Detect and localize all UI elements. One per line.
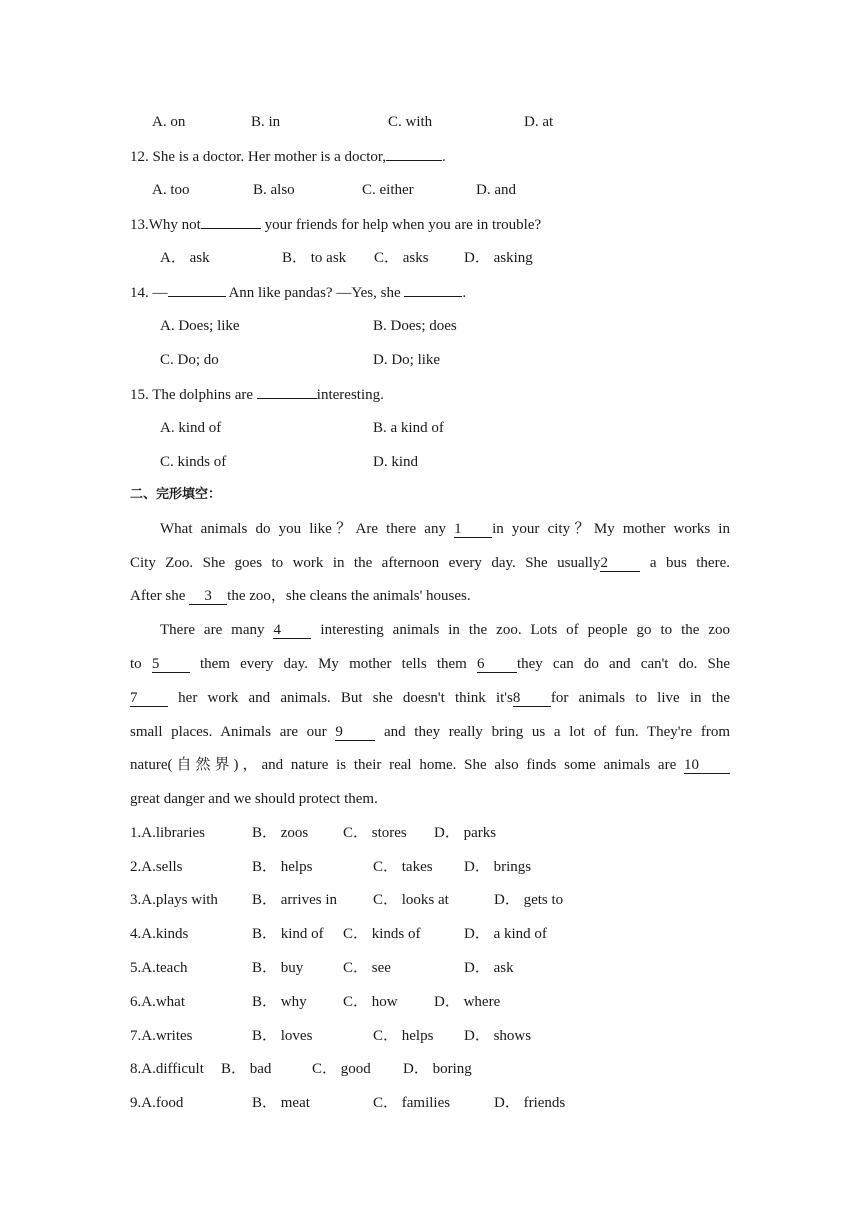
blank bbox=[201, 214, 261, 229]
option-6a: 6.A.what bbox=[130, 994, 185, 1010]
q15-option-d: D. kind bbox=[373, 454, 418, 470]
option-7c: C． helps bbox=[373, 1028, 434, 1044]
q14-option-a: A. Does; like bbox=[160, 318, 240, 334]
option-3c: C． looks at bbox=[373, 892, 449, 908]
option-2b: B． helps bbox=[252, 859, 313, 875]
blank-3: 3 bbox=[189, 588, 227, 605]
option-1d: D． parks bbox=[434, 825, 497, 841]
blank-6: 6 bbox=[477, 656, 517, 673]
option-3b: B． arrives in bbox=[252, 892, 337, 908]
option-5b: B． buy bbox=[252, 960, 304, 976]
blank-8: 8 bbox=[513, 690, 551, 707]
blank-4: 4 bbox=[273, 622, 311, 639]
q13-option-a: A． ask bbox=[160, 250, 210, 266]
option-2c: C． takes bbox=[373, 859, 433, 875]
q12-option-b: B. also bbox=[253, 182, 295, 198]
q13-stem: 13.Why not your friends for help when you are in trouble? bbox=[130, 214, 541, 235]
q14-option-d: D. Do; like bbox=[373, 352, 441, 368]
q13-option-d: D． asking bbox=[464, 250, 533, 266]
blank bbox=[257, 384, 317, 399]
option-8b: B． bad bbox=[221, 1061, 272, 1077]
blank bbox=[404, 282, 462, 297]
option-8a: 8.A.difficult bbox=[130, 1061, 204, 1077]
option-6c: C． how bbox=[343, 994, 398, 1010]
blank-10: 10 bbox=[684, 757, 730, 774]
passage-line: to 5 them every day. My mother tells them 6 they can do and can't do. She bbox=[130, 656, 730, 672]
q15-option-a: A. kind of bbox=[160, 420, 222, 436]
q12-option-d: D. and bbox=[476, 182, 516, 198]
blank bbox=[386, 146, 442, 161]
option-3a: 3.A.plays with bbox=[130, 892, 218, 908]
blank-9: 9 bbox=[335, 724, 375, 741]
blank-7: 7 bbox=[130, 690, 168, 707]
option-9c: C． families bbox=[373, 1095, 451, 1111]
q14-option-b: B. Does; does bbox=[373, 318, 457, 334]
passage-line: After she 3 the zoo，she cleans the animals' houses. bbox=[130, 588, 471, 604]
passage-line: What animals do you like？Are there any 1 in your city？My mother works in bbox=[160, 521, 730, 537]
option-4b: B． kind of bbox=[252, 926, 324, 942]
q12-option-c: C. either bbox=[362, 182, 414, 198]
passage-line: City Zoo. She goes to work in the afternoon every day. She usually2 a bus there. bbox=[130, 555, 730, 571]
option-2d: D． brings bbox=[464, 859, 532, 875]
q12-option-a: A. too bbox=[152, 182, 190, 198]
section-heading: 二、完形填空： bbox=[130, 487, 222, 502]
passage-line: small places. Animals are our 9 and they really bring us a lot of fun. They're from bbox=[130, 724, 730, 740]
q13-option-c: C． asks bbox=[374, 250, 429, 266]
option-1b: B． zoos bbox=[252, 825, 309, 841]
option-7b: B． loves bbox=[252, 1028, 313, 1044]
option-6d: D． where bbox=[434, 994, 501, 1010]
option-9b: B． meat bbox=[252, 1095, 310, 1111]
passage-line: 7 her work and animals. But she doesn't think it's8 for animals to live in the bbox=[130, 690, 730, 706]
option-8d: D． boring bbox=[403, 1061, 472, 1077]
option-2a: 2.A.sells bbox=[130, 859, 183, 875]
blank bbox=[168, 282, 226, 297]
q13-option-b: B． to ask bbox=[282, 250, 347, 266]
option-7a: 7.A.writes bbox=[130, 1028, 193, 1044]
q15-option-c: C. kinds of bbox=[160, 454, 227, 470]
option-5d: D． ask bbox=[464, 960, 514, 976]
q11-option-d: D. at bbox=[524, 114, 554, 130]
option-7d: D． shows bbox=[464, 1028, 532, 1044]
option-1a: 1.A.libraries bbox=[130, 825, 205, 841]
blank-1: 1 bbox=[454, 521, 492, 538]
q14-stem: 14. — Ann like pandas? —Yes, she . bbox=[130, 282, 466, 303]
option-8c: C． good bbox=[312, 1061, 371, 1077]
passage-line: great danger and we should protect them. bbox=[130, 791, 378, 807]
option-4c: C． kinds of bbox=[343, 926, 421, 942]
q11-option-a: A. on bbox=[152, 114, 186, 130]
option-4d: D． a kind of bbox=[464, 926, 547, 942]
passage-line: There are many 4 interesting animals in the zoo. Lots of people go to the zoo bbox=[160, 622, 730, 638]
option-5a: 5.A.teach bbox=[130, 960, 188, 976]
q15-option-b: B. a kind of bbox=[373, 420, 444, 436]
option-5c: C． see bbox=[343, 960, 391, 976]
q11-option-c: C. with bbox=[388, 114, 433, 130]
option-1c: C． stores bbox=[343, 825, 407, 841]
q11-option-b: B. in bbox=[251, 114, 281, 130]
blank-2: 2 bbox=[600, 555, 640, 572]
q12-stem: 12. She is a doctor. Her mother is a doctor, . bbox=[130, 146, 446, 167]
q14-option-c: C. Do; do bbox=[160, 352, 219, 368]
option-4a: 4.A.kinds bbox=[130, 926, 189, 942]
option-6b: B． why bbox=[252, 994, 307, 1010]
blank-5: 5 bbox=[152, 656, 190, 673]
option-9d: D． friends bbox=[494, 1095, 566, 1111]
passage-line: nature(自然界)，and nature is their real home. She also finds some animals are 10 bbox=[130, 755, 730, 775]
option-3d: D． gets to bbox=[494, 892, 564, 908]
q15-stem: 15. The dolphins are interesting. bbox=[130, 384, 384, 405]
option-9a: 9.A.food bbox=[130, 1095, 184, 1111]
